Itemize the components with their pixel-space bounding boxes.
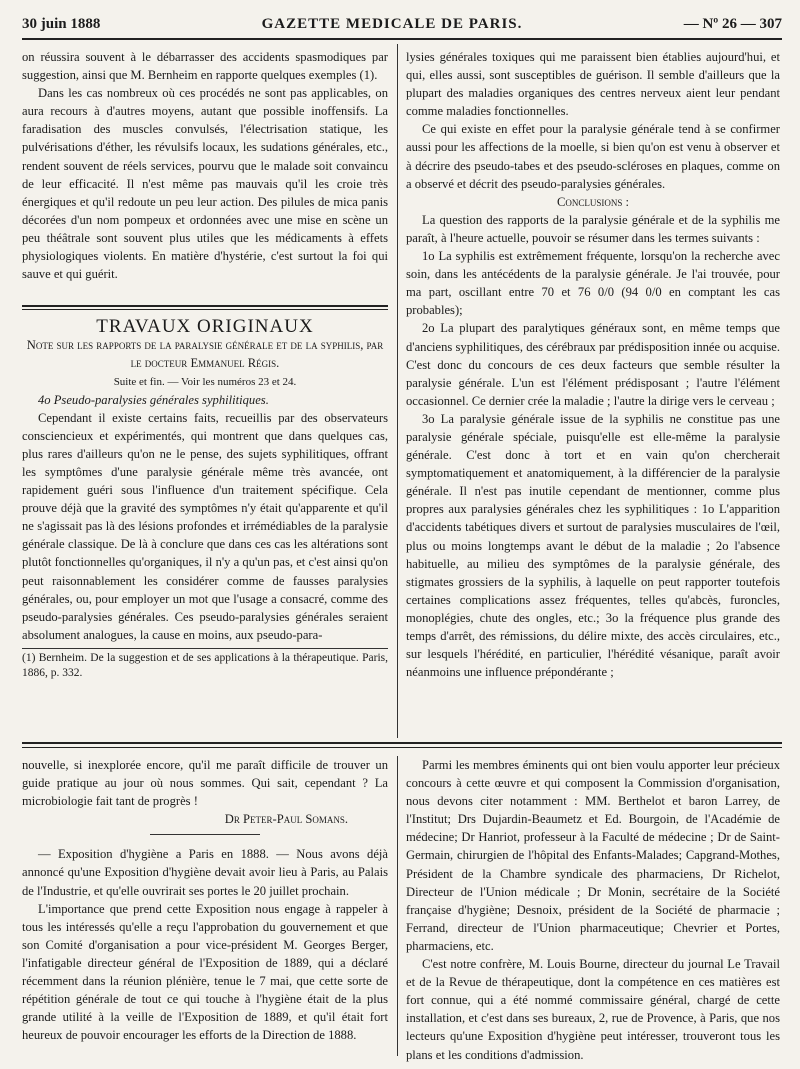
paragraph: — Exposition d'hygiène a Paris en 1888. — Nous avons déjà annoncé qu'une Exposition d'hygiène devait avoir lieu à Paris, au Palais de l'Industrie, et qu'elle ouvrirait ses portes le 20 juillet prochain. [22,847,388,898]
paragraph: nouvelle, si inexplorée encore, qu'il me paraît difficile de trouver un guide pratique au jour où nous sommes. Qui sait, cependant ? La microbiologie fait tant de progrès ! [22,758,388,809]
subheading: 4o Pseudo-paralysies générales syphilitiques. [38,392,269,407]
short-rule [150,834,260,835]
header-page-number: — Nº 26 — 307 [683,15,782,32]
header-journal-title: GAZETTE MEDICALE DE PARIS. [261,15,523,32]
paragraph: Parmi les membres éminents qui ont bien voulu apporter leur précieux concours à cette œuvre et qui composent la Commission d'organisation, nous devons citer notamment : MM. Berthelot et baron Larrey, de l'Institut; Drs Dujardin-Beaumetz et Ed. Bourgoin, de l'Académie de médecine; Dr Hanriot, professeur à la Faculté de médecine ; Dr de Saint-Germain, chirurgien de l'hôpital des Enfants-Malades; Capgrand-Mothes, Président de la Chambre syndicale des pharmaciens, Dr Richelot, Directeur de l'Union médicale ; Dr Monin, secrétaire de la Société française d'hygiène; Desnoix, président de la Société de pharmacie ; Ferrand, directeur de l'Union pharmaceutique; Chevrier et Portes, pharmaciens, etc. [406,758,780,953]
paragraph: Ce qui existe en effet pour la paralysie générale tend à se confirmer aussi pour les affections de la moelle, si bien qu'on est venu à observer et à décrire des pseudo-tabes et des pseudo-scléroses en plaques, comme on a observé et décrit des pseudo-paralysies générales. [406,122,780,191]
paragraph: Cependant il existe certains faits, recueillis par des observateurs consciencieux et expérimentés, qui montrent que dans quelques cas, plus rares d'ailleurs qu'on ne le pense, des sujets syphilitiques, offrant les symptômes d'une paralysie générale même très avancée, ont rapidement guéri sous l'influence d'un traitement spécifique. Cela prouve déjà que la gravité des symptômes n'y était qu'apparente et qu'il ne s'agissait pas là des lésions profondes et irrémédiables de la paralysie générale classique. De là à conclure que dans ces cas les altérations sont plutôt fonctionnelles qu'organiques, il n'y a qu'un pas, et c'est ainsi qu'on peut raisonnablement les considérer comme de fausses paralysies générales, ou, pour employer un mot que l'usage a consacré, comme des pseudo-paralysies générales. Ces pseudo-paralysies générales seraient absolument analogues, la cause en moins, aux pseudo-para- [22,410,388,642]
horizontal-divider [22,742,782,748]
header-date: 30 juin 1888 [22,15,101,32]
article-title: Note sur les rapports de la paralysie générale et de la syphilis, par le docteur Emmanuel Régis. [26,338,384,371]
right-column-top [406,48,780,681]
paragraph: lysies générales toxiques qui me paraissent bien établies aujourd'hui, et qui, elles aussi, sont susceptibles de guérison. Il semble d'ailleurs que la plupart des maladies organiques des centres nerveux aient leur pendant comme maladies fonctionnelles. [406,50,780,119]
conclusions-heading: Conclusions : [556,194,630,209]
paragraph: 1o La syphilis est extrêmement fréquente, lorsqu'on la recherche avec soin, dans les antécédents de la paralysie générale. Je l'ai trouvée, pour ma part, oscillant entre 70 et 76 0/0 (94 0/0 en comptant les cas probables); [406,249,780,318]
column-divider [397,44,398,738]
page-header [22,14,782,40]
paragraph: 2o La plupart des paralytiques généraux sont, en même temps que d'anciens syphilitiques, des cérébraux par prédisposition innée ou acquise. C'est donc du concours de ces deux facteurs que semble résulter la paralysie générale. L'un est l'élément prédisposant ; l'autre l'élément occasionnel. Ce dernier crée la maladie ; l'autre la dirige vers le cerveau ; [406,321,780,408]
paragraph: Dans les cas nombreux où ces procédés ne sont pas applicables, on aura recours à d'autres moyens, autant que possible inoffensifs. La faradisation des muscles convulsés, l'électrisation statique, les pulvérisations d'éther, les révulsifs locaux, les sudations générales, etc., rendent souvent de réels services, pourvu que le malade soit convaincu de leur efficacité. Il n'est même pas mauvais qu'il les croie très énergiques et qu'il redoute un peu leur action. Des pilules de mica panis décorées d'un nom pompeux et ordonnées avec une mise en scène un peu théâtrale sont souvent plus utiles que les médicaments à effets physiologiques violents. En matière d'hystérie, c'est surtout la foi qui sauve et qui guérit. [22,86,388,282]
column-divider [397,756,398,1056]
paragraph: on réussira souvent à le débarrasser des accidents spasmodiques par suggestion, ainsi que M. Bernheim en rapporte quelques exemples (1). [22,50,388,83]
section-divider [22,305,388,310]
article-continuation-note: Suite et fin. — Voir les numéros 23 et 24. [113,375,297,388]
left-column-bottom [22,756,388,1044]
paragraph: C'est notre confrère, M. Louis Bourne, directeur du journal Le Travail et de la Revue de thérapeutique, dont la compétence en ces matières est fort connue, qui a été nommé commissaire général, chargé de cette installation, et c'est dans ses bureaux, 2, rue de Provence, à Paris, que nos lecteurs qu'une Exposition d'hygiène peut intéresser, trouveront tous les plans et les conditions d'admission. [406,957,780,1062]
section-title: TRAVAUX ORIGINAUX [96,316,314,338]
left-column-top [22,48,388,681]
paragraph: L'importance que prend cette Exposition nous engage à rappeler à tous les intéressés qu'elle a reçu l'approbation du gouvernement et que son Comité d'organisation a pour vice-président M. Georges Berger, l'infatigable directeur général de l'Exposition de 1889, qui a déclaré récemment dans la réunion plénière, tenue le 7 mai, que cette sorte de répétition générale de tout ce qui touche à l'hygiène était de la plus grande utilité à la veille de l'Exposition de 1889, et qu'il était fort heureux de pouvoir encourager les efforts de la Direction de 1888. [22,901,388,1043]
paragraph: 3o La paralysie générale issue de la syphilis ne constitue pas une paralysie générale spéciale, puisqu'elle est elle-même la paralysie générale. C'est donc à tort et en vain qu'on chercherait symptomatiquement et anatomiquement, à la différencier de la paralysie générale. Il n'est pas inutile cependant de mentionner, comme plus propres aux paralysies générales chez les syphilitiques : 1o L'apparition d'accidents tabétiques divers et surtout de paralysies musculaires de l'œil, plus ou moins longtemps avant le début de la maladie ; 2o l'absence habituelle, au milieu des symptômes de la paralysie générale, des stigmates grossiers de la syphilis, à laquelle on peut rapporter toutefois certaines complications assez fréquentes, telles qu'abcès, furoncles, monoplégies, chute des ongles, etc.; 3o la fréquence plus grande des temps d'arrêt, des rémissions, du délire mixte, des accès circulaires, etc., sur lesquels l'hérédité, en particulier, l'hérédité vésanique, paraît avoir néanmoins une influence prépondérante ; [406,411,780,680]
right-column-bottom [406,756,780,1064]
paragraph: La question des rapports de la paralysie générale et de la syphilis me paraît, à l'heure actuelle, pouvoir se résumer dans les termes suivants : [406,212,780,245]
footnote-rule [22,648,388,649]
signature: Dr Peter-Paul Somans. [224,812,348,827]
footnote: (1) Bernheim. De la suggestion et de ses applications à la thérapeutique. Paris, 1886, p. 332. [22,651,388,679]
